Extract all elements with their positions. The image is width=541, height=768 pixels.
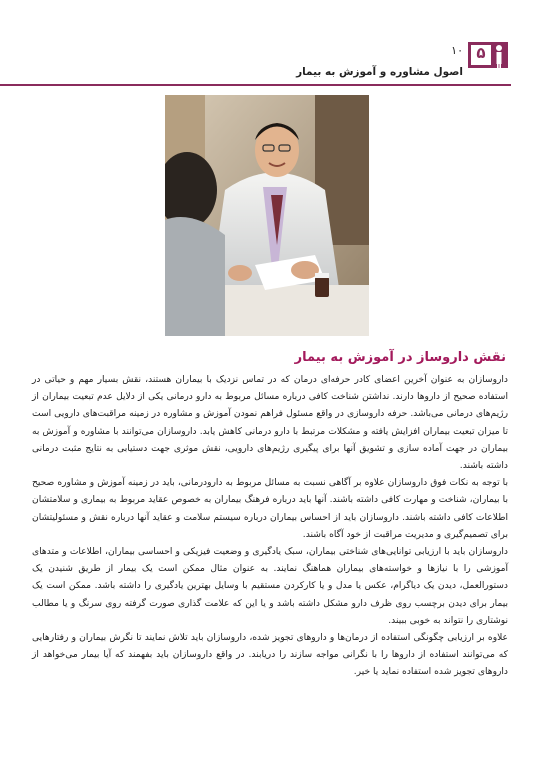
paragraph: داروسازان باید با ارزیابی توانایی‌های شناختی بیماران، سبک یادگیری و وضعیت فیزیکی و احساسی بیماران، اطلاعات و متدهای آموزشی را با نیازها و خواسته‌های بیماران هماهنگ نمایند. به عنوان مثال ممکن است یک بیمار از طریق شنیدن یک دستورالعمل، دیدن یک دیاگرام، عکس یا مدل و یا کارکردن مستقیم با وسایل بهترین یادگیری را داشته باشد. ممکن است یک بیمار برای دیدن برچسب روی ظرف دارو مشکل داشته باشد و یا این که علامت گذاری صورت گرفته روی سرنگ و یا مطالب نوشتاری را نتواند به خوبی ببیند. [32, 547, 508, 626]
paragraph: داروسازان به عنوان آخرین اعضای کادر حرفه‌ای درمان که در تماس نزدیک با بیماران هستند، نقش بسیار مهم و حیاتی در استفاده صحیح از داروها دارند. نداشتن شناخت کافی درباره مسائل مربوط به دارو درمانی یکی از دلایل عدم تبعیت بیماران از رژیم‌های درمانی می‌باشد. حرفه داروسازی در واقع مسئول فراهم نمودن آموزش و مشاوره در زمینه مراقبت‌های دارویی است تا میزان تبعیت بیماران افزایش یافته و مشکلات مرتبط با دارو درمانی کاهش یابد. داروسازان می‌توانند با مشاوره و آموزش به بیماران در جهت آماده سازی و تشویق آنها برای پیگیری رژیم‌های دارویی، نقش موثری جهت دستیابی به نتایج مثبت درمانی داشته باشند. [32, 375, 508, 472]
chapter-number: ۵ [476, 44, 486, 62]
page-number: ۱۰ [451, 44, 463, 57]
chapter-title: اصول مشاوره و آموزش به بیمار [296, 66, 463, 78]
pharmacist-consultation-photo [165, 95, 369, 336]
body-text [32, 372, 508, 682]
paragraph: با توجه به نکات فوق داروسازان علاوه بر آگاهی نسبت به مسائل مربوط به دارودرمانی، باید در زمینه آموزش و مشاوره صحیح با بیماران، شناخت و مهارت کافی داشته باشند. آنها باید درباره فرهنگ بیماران به خصوص عقاید مربوط به بیماری و سلامتشان اطلاعات کافی داشته باشند. داروسازان باید از احساس بیماران درباره سیستم سلامت و عقاید آنها درباره نقش و مسئولیتشان برای تصمیم‌گیری و مدیریت مراقبت از خود آگاه باشند. [32, 478, 508, 540]
section-title: نقش داروساز در آموزش به بیمار [294, 350, 506, 365]
paragraph: علاوه بر ارزیابی چگونگی استفاده از درمان‌ها و داروهای تجویز شده، داروسازان باید تلاش نمایند تا نگرش بیماران و رفتارهایی که می‌توانند استفاده از داروها را با نگرانی مواجه سازند را دریابند. در واقع داروسازان باید بفهمند که آیا بیمار می‌خواهد از داروهای تجویز شده استفاده نماید یا خیر. [32, 633, 508, 678]
header-rule [0, 84, 511, 86]
chapter-badge [468, 40, 508, 82]
page-header [0, 40, 541, 88]
